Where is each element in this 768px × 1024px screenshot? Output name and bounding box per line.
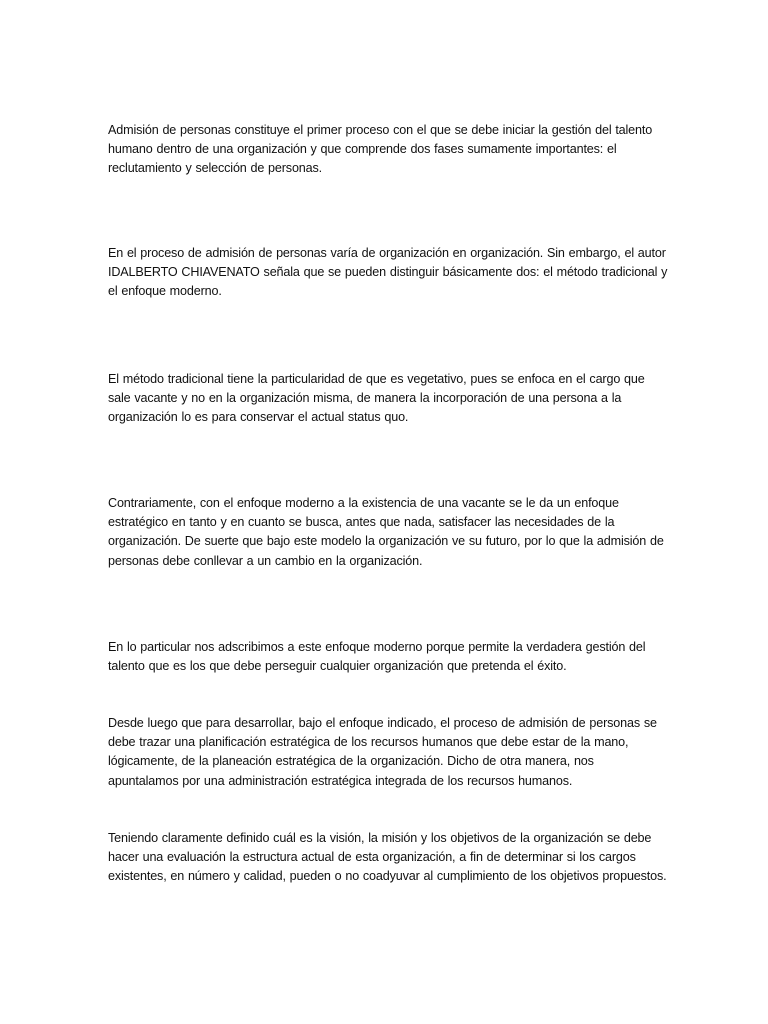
paragraph: El método tradicional tiene la particularidad de que es vegetativo, pues se enfoca en el cargo que sale vacante y no en la organización misma, de manera la incorporación de una persona a la organización lo es para conservar el actual status quo.: [108, 372, 645, 425]
paragraph: Teniendo claramente definido cuál es la visión, la misión y los objetivos de la organización se debe hacer una evaluación la estructura actual de esta organización, a fin de determinar si los cargos existentes, en número y calidad, pueden o no coadyuvar al cumplimiento de los objetivos propuestos.: [108, 831, 667, 884]
paragraph: En el proceso de admisión de personas varía de organización en organización. Sin embargo, el autor IDALBERTO CHIAVENATO señala que se pueden distinguir básicamente dos: el método tradicional y el enfoque moderno.: [108, 246, 668, 299]
paragraph: Desde luego que para desarrollar, bajo el enfoque indicado, el proceso de admisión de personas se debe trazar una planificación estratégica de los recursos humanos que debe estar de la mano, lógicamente, de la planeación estratégica de la organización. Dicho de otra manera, nos apuntalamos por una administración estratégica integrada de los recursos humanos.: [108, 716, 657, 788]
paragraph: Admisión de personas constituye el primer proceso con el que se debe iniciar la gestión del talento humano dentro de una organización y que comprende dos fases sumamente importantes: el reclutamiento y selección de personas.: [108, 123, 653, 176]
paragraph: Contrariamente, con el enfoque moderno a la existencia de una vacante se le da un enfoque estratégico en tanto y en cuanto se busca, antes que nada, satisfacer las necesidades de la organización. De suerte que bajo este modelo la organización ve su futuro, por lo que la admisión de personas debe conllevar a un cambio en la organización.: [108, 496, 664, 568]
paragraph: En lo particular nos adscribimos a este enfoque moderno porque permite la verdadera gestión del talento que es los que debe perseguir cualquier organización que pretenda el éxito.: [108, 640, 646, 674]
